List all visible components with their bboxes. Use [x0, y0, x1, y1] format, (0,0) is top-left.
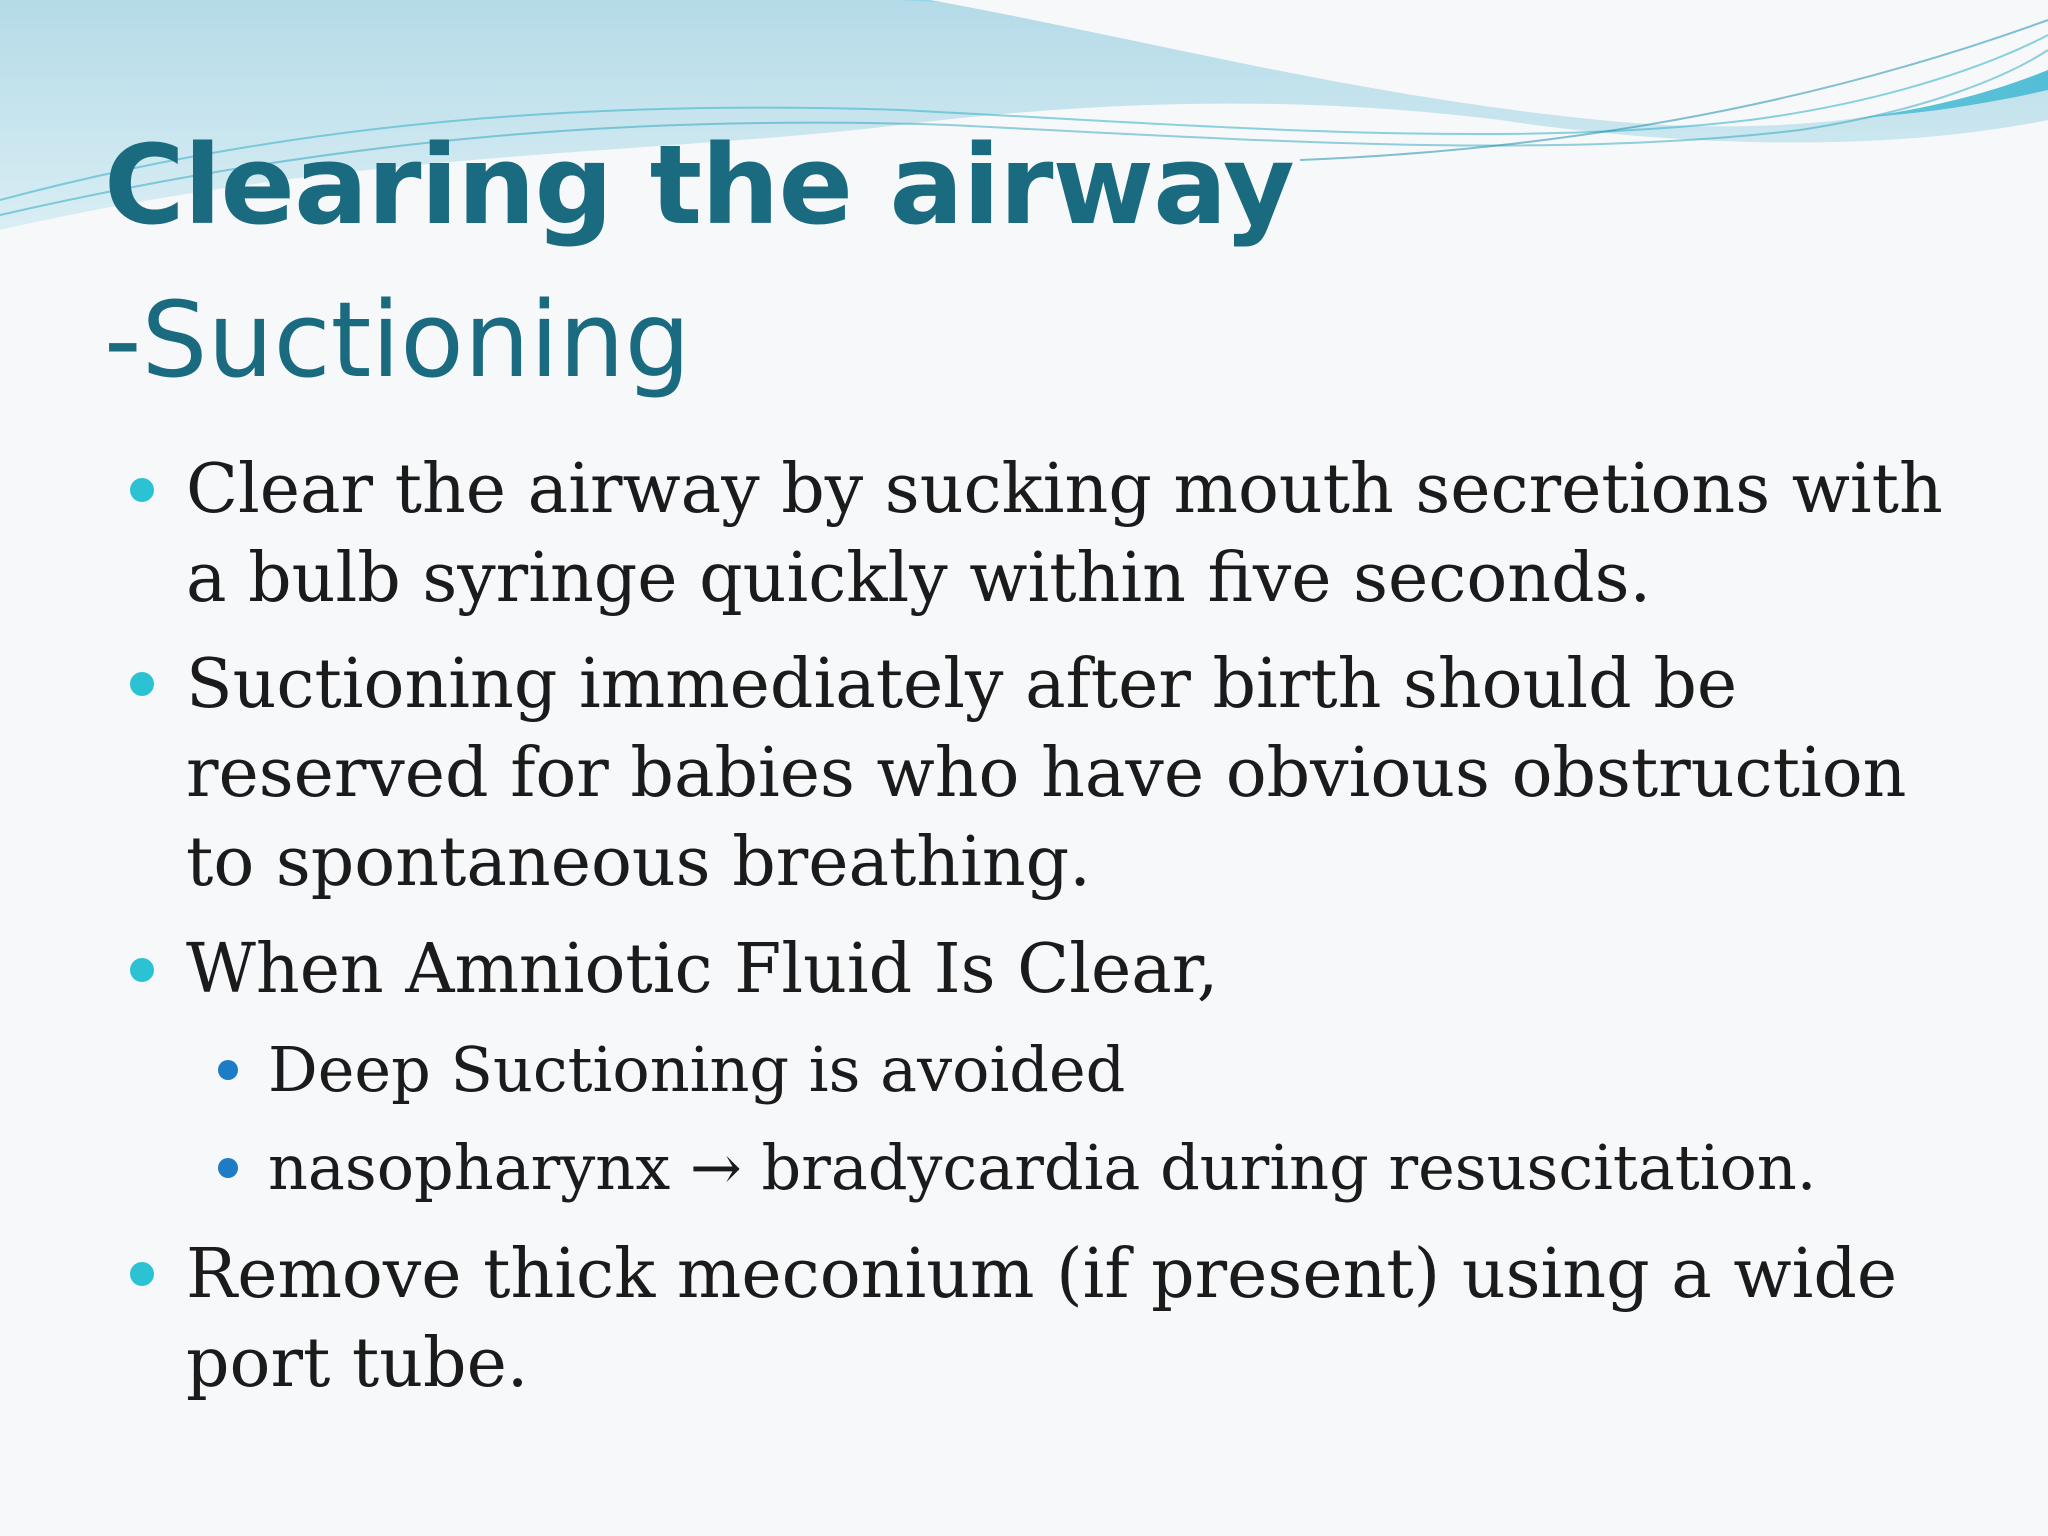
sub-bullet-item: Deep Suctioning is avoided: [268, 1033, 1126, 1106]
bullet-marker: [130, 958, 154, 982]
bullet-marker: [130, 478, 154, 502]
bullet-marker: [130, 672, 154, 696]
slide-title: Clearing the airway: [104, 121, 1294, 249]
bullet-item: Suctioning immediately after birth should be reserved for babies who have obvious obstruction to spontaneous breathing.: [186, 645, 1907, 902]
bullet-marker: [130, 1262, 154, 1286]
slide-subtitle: -Suctioning: [104, 279, 691, 401]
sub-bullet-marker: [218, 1158, 238, 1178]
sub-bullet-marker: [218, 1060, 238, 1080]
bullet-item: When Amniotic Fluid Is Clear,: [186, 930, 1219, 1009]
sub-bullet-item: nasopharynx → bradycardia during resuscitation.: [268, 1131, 1817, 1204]
bullet-item: Clear the airway by sucking mouth secretions with a bulb syringe quickly within five seconds.: [186, 450, 1943, 618]
bullet-item: Remove thick meconium (if present) using a wide port tube.: [186, 1235, 1898, 1403]
